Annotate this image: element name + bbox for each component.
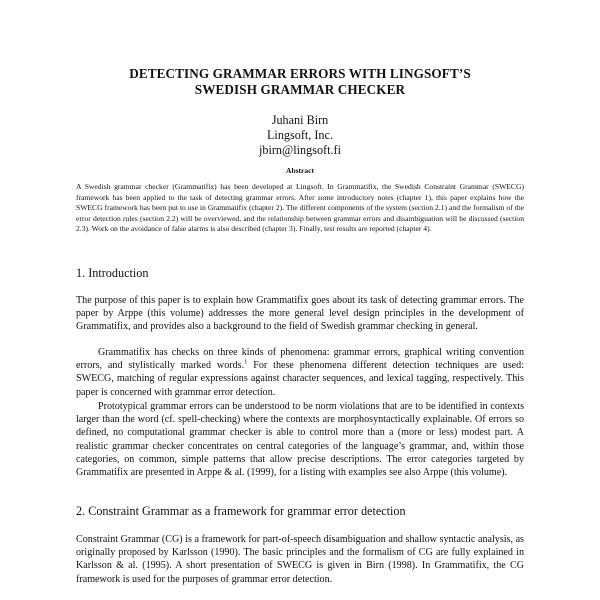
- section-2-heading: 2. Constraint Grammar as a framework for grammar error detection: [76, 504, 406, 518]
- author-email: jbirn@lingsoft.fi: [259, 143, 341, 157]
- intro-paragraph-2-text-b: For these phenomena different detection techniques are used: SWECG, matching of regular expressions against character sequences, and lexical tagging, respectively. This paper is concerned with grammar error detection.: [76, 360, 525, 398]
- intro-paragraph-1: The purpose of this paper is to explain how Grammatifix goes about its task of detecting grammar errors. The paper by Arppe (this volume) addresses the more general level design principles in the development of Grammatifix, and provides also a background to the field of Swedish grammar checking in general.: [76, 295, 524, 333]
- paper-title-line-2: SWEDISH GRAMMAR CHECKER: [194, 82, 406, 97]
- footnote-marker[interactable]: 1: [244, 358, 248, 366]
- section-1-heading: 1. Introduction: [76, 266, 149, 280]
- abstract-text: A Swedish grammar checker (Grammatifix) has been developed at Lingsoft. In Grammatifix, the Swedish Constraint Grammar (SWECG) framework has been applied to the task of detecting grammar errors. After some introductory notes (chapter 1), this paper explains how the SWECG framework has been put to use in Grammatifix (chapter 2). The different components of the system (section 2.1) and the formalism of the error detection rules (section 2.2) will be overviewed, and the relationship between grammar errors and disambiguation will be discussed (section 2.3). Work on the avoidance of false alarms is also described (chapter 3). Finally, test results are reported (chapter 4).: [76, 182, 524, 234]
- intro-paragraph-3: Prototypical grammar errors can be understood to be norm violations that are to be identified in contexts larger than the word (cf. spell-checking) where the contexts are morphosyntactically explainable. Of errors so defined, no computational grammar checker is able to control more than a (more or less) modest part. A realistic grammar checker concentrates on central categories of the language’s grammar, and, within those categories, on common, simple patterns that allow precise descriptions. The error categories targeted by Grammatifix are presented in Arppe & al. (1999), for a listing with examples see also Arppe (this volume).: [76, 401, 524, 479]
- section-2-paragraph-1: Constraint Grammar (CG) is a framework for part-of-speech disambiguation and shallow syntactic analysis, as originally proposed by Karlsson (1990). The basic principles and the formalism of CG are fully explained in Karlsson & al. (1995). A short presentation of SWECG is given in Birn (1998). In Grammatifix, the CG framework is used for the purposes of grammar error detection.: [76, 534, 524, 585]
- intro-paragraph-2-text-a: Grammatifix has checks on three kinds of phenomena: grammar errors, graphical writing convention errors, and stylistically marked words.: [76, 347, 524, 372]
- paper-title-line-1: DETECTING GRAMMAR ERRORS WITH LINGSOFT’S: [129, 66, 471, 81]
- intro-paragraph-2: [76, 346, 524, 399]
- abstract-heading: Abstract: [286, 166, 314, 175]
- author-name: Juhani Birn: [271, 113, 329, 127]
- author-affiliation: Lingsoft, Inc.: [266, 128, 333, 142]
